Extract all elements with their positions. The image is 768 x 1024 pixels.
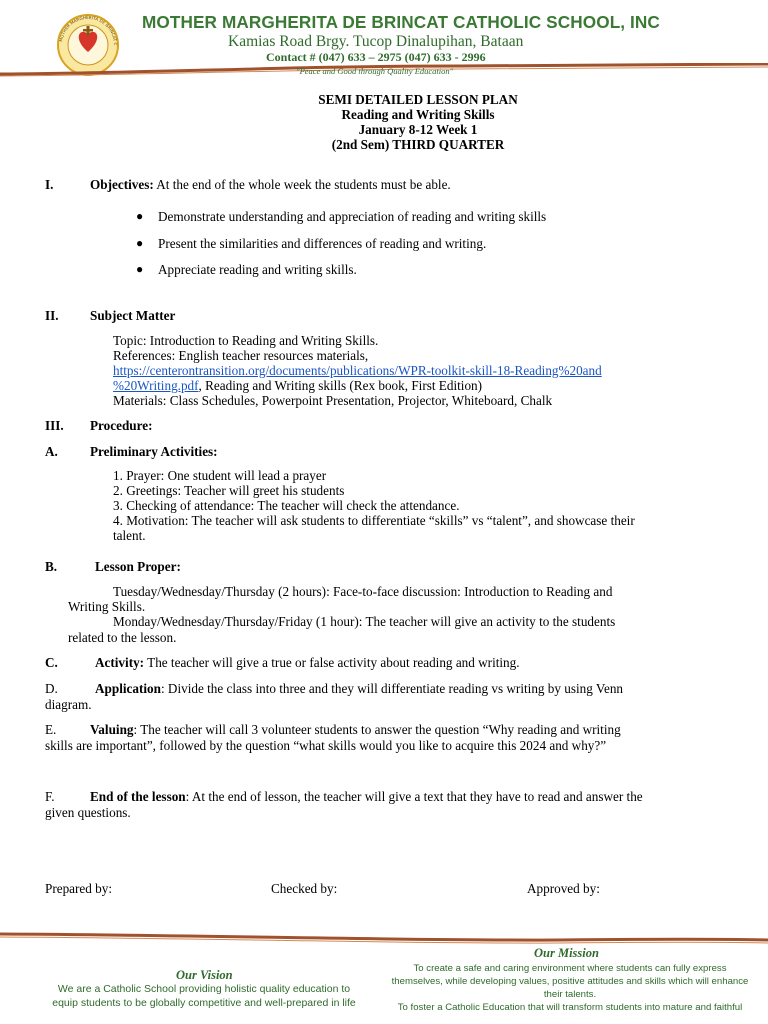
mission-line: themselves, while developing values, positive attitudes and skills which will enhance	[391, 976, 749, 987]
mission-text	[380, 962, 760, 1014]
end-lesson-text-continued: given questions.	[45, 805, 131, 820]
objective-item: Present the similarities and differences of reading and writing.	[158, 236, 487, 251]
school-motto: "Peace and Good through Quality Education"	[296, 66, 454, 76]
valuing-text-continued: skills are important”, followed by the question “what skills would you like to acquire this 2024 and why?”	[45, 738, 607, 753]
vision-line: We are a Catholic School providing holistic quality education to	[57, 983, 351, 995]
application-heading: Application	[95, 681, 161, 696]
end-lesson-number: F.	[45, 789, 55, 804]
approved-by-label: Approved by:	[527, 881, 600, 896]
mission-line: To foster a Catholic Education that will transform students into mature and faithful	[397, 1002, 743, 1013]
activity-line	[95, 655, 520, 670]
subject-matter-heading: Subject Matter	[90, 308, 176, 323]
application-text: : Divide the class into three and they will differentiate reading vs writing by using Venn	[160, 681, 624, 696]
checked-by-label: Checked by:	[271, 881, 338, 896]
objective-item: Demonstrate understanding and appreciation of reading and writing skills	[158, 209, 547, 224]
title-line-3: January 8-12 Week 1	[358, 122, 478, 137]
lesson-proper-number: B.	[45, 559, 58, 574]
logo-text: MOTHER MARGHERITA DE BRINCAT C	[58, 14, 119, 46]
valuing-line	[90, 722, 621, 737]
vision-title: Our Vision	[176, 968, 233, 982]
vision-text	[36, 982, 372, 1010]
prepared-by-label: Prepared by:	[45, 881, 113, 896]
vision-line: equip students to be globally competitive and well-prepared in life	[52, 997, 356, 1009]
reference-book: , Reading and Writing skills (Rex book, First Edition)	[198, 378, 483, 393]
preliminary-heading: Preliminary Activities:	[90, 444, 218, 459]
objectives-line	[90, 177, 451, 192]
materials-line: Materials: Class Schedules, Powerpoint Presentation, Projector, Whiteboard, Chalk	[113, 393, 553, 408]
title-line-2: Reading and Writing Skills	[341, 107, 495, 122]
activity-text: The teacher will give a true or false activity about reading and writing.	[144, 655, 520, 670]
school-name: MOTHER MARGHERITA DE BRINCAT CATHOLIC SCHOOL, INC	[142, 12, 660, 32]
reference-link-end[interactable]: %20Writing.pdf	[113, 378, 199, 393]
title-line-1: SEMI DETAILED LESSON PLAN	[318, 92, 518, 107]
application-line	[95, 681, 623, 696]
lesson-proper-text: related to the lesson.	[68, 630, 177, 645]
references-line: References: English teacher resources materials,	[113, 348, 369, 363]
application-number: D.	[45, 681, 58, 696]
valuing-number: E.	[45, 722, 57, 737]
reference-link[interactable]: https://centerontransition.org/documents/publications/WPR-toolkit-skill-18-Reading%20and	[113, 363, 602, 378]
preliminary-item: 3. Checking of attendance: The teacher will check the attendance.	[113, 498, 460, 513]
title-line-4: (2nd Sem) THIRD QUARTER	[331, 137, 505, 152]
topic-line: Topic: Introduction to Reading and Writing Skills.	[113, 333, 379, 348]
preliminary-item: 4. Motivation: The teacher will ask students to differentiate “skills” vs “talent”, and showcase their	[113, 513, 635, 528]
end-lesson-text: : At the end of lesson, the teacher will give a text that they have to read and answer the	[185, 789, 643, 804]
objectives-number: I.	[45, 177, 54, 192]
activity-heading: Activity:	[95, 655, 145, 670]
preliminary-item: talent.	[113, 528, 146, 543]
mission-title: Our Mission	[534, 946, 599, 960]
valuing-text: : The teacher will call 3 volunteer students to answer the question “Why reading and writing	[133, 722, 621, 737]
school-address: Kamias Road Brgy. Tucop Dinalupihan, Bataan	[228, 33, 524, 50]
objectives-text: At the end of the whole week the students must be able.	[153, 177, 451, 192]
preliminary-item: 1. Prayer: One student will lead a prayer	[113, 468, 327, 483]
lesson-proper-heading: Lesson Proper:	[95, 559, 181, 574]
bullet-icon: ●	[136, 262, 144, 276]
mission-line: their talents.	[543, 989, 597, 1000]
reference-link-continued	[113, 378, 482, 393]
subject-matter-number: II.	[45, 308, 59, 323]
mission-line: To create a safe and caring environment where students can fully express	[413, 963, 727, 974]
objectives-heading: Objectives:	[90, 177, 154, 192]
lesson-proper-text: Tuesday/Wednesday/Thursday (2 hours): Face-to-face discussion: Introduction to Reading and	[113, 584, 613, 599]
application-text-continued: diagram.	[45, 697, 92, 712]
lesson-proper-text: Monday/Wednesday/Thursday/Friday (1 hour): The teacher will give an activity to the students	[113, 614, 616, 629]
procedure-heading: Procedure:	[90, 418, 153, 433]
school-contact: Contact # (047) 633 – 2975 (047) 633 - 2996	[266, 50, 486, 64]
lesson-proper-text: Writing Skills.	[68, 599, 146, 614]
objective-item: Appreciate reading and writing skills.	[158, 262, 357, 277]
end-lesson-line	[90, 789, 643, 804]
footer-divider	[0, 930, 768, 946]
preliminary-item: 2. Greetings: Teacher will greet his students	[113, 483, 345, 498]
preliminary-number: A.	[45, 444, 58, 459]
lesson-plan-title	[0, 92, 768, 152]
procedure-number: III.	[45, 418, 64, 433]
bullet-icon: ●	[136, 236, 144, 250]
end-lesson-heading: End of the lesson	[90, 789, 186, 804]
bullet-icon: ●	[136, 209, 144, 223]
activity-number: C.	[45, 655, 58, 670]
valuing-heading: Valuing	[90, 722, 134, 737]
